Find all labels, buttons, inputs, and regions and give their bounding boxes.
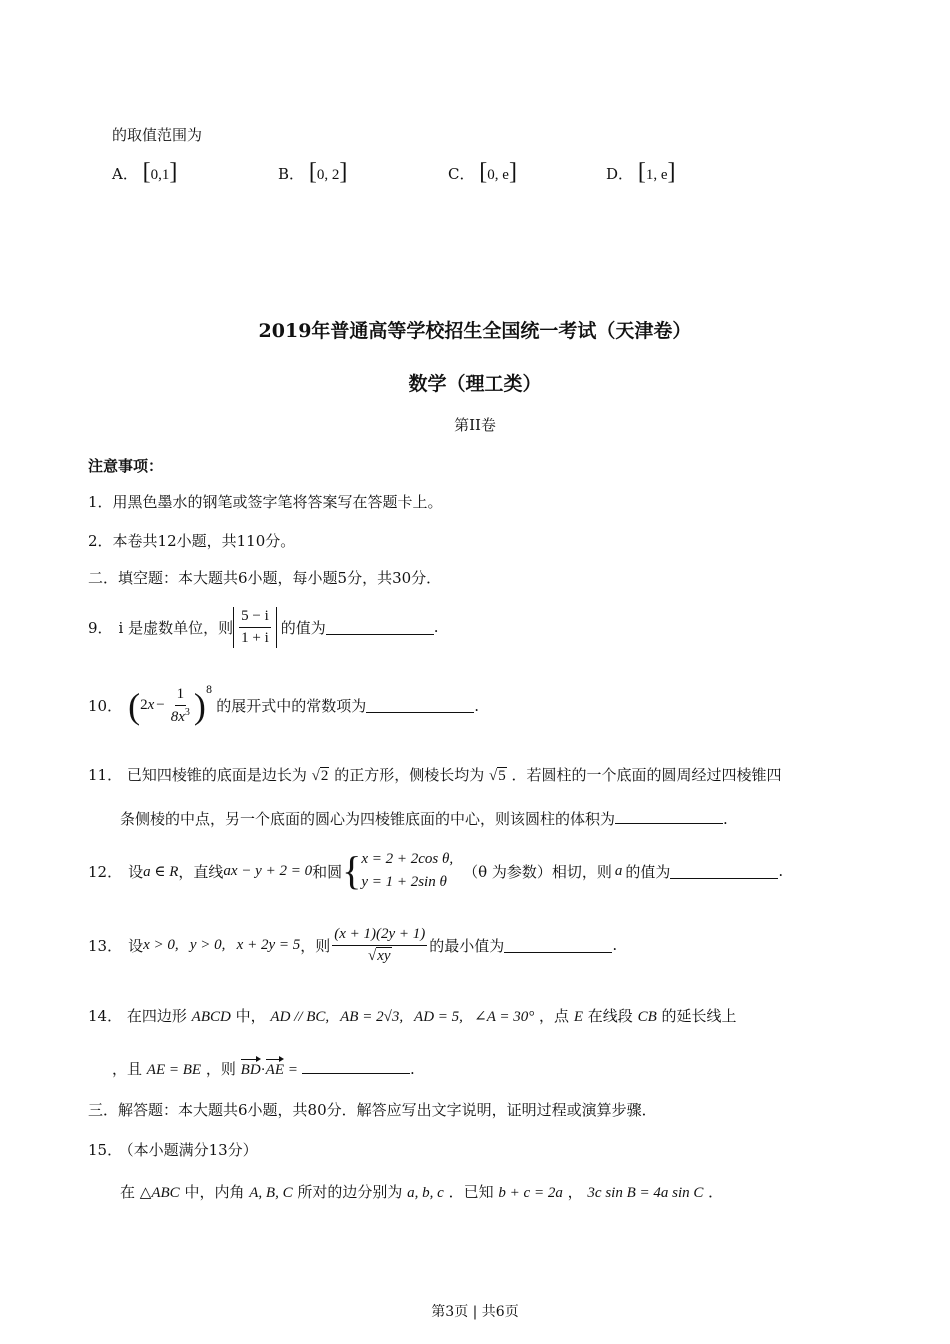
question-15-header: 15． （本小题满分13分） xyxy=(88,1141,258,1159)
volume-label: 第II卷 xyxy=(454,416,496,434)
question-11-line1: 11． 已知四棱锥的底面是边长为 √2 的正方形，侧棱长均为 √5 ．若圆柱的一个底面的圆周经过四棱锥四 xyxy=(88,766,782,784)
exam-subject: 数学（理工类） xyxy=(408,373,542,395)
question-15-body: 在 △ABC 中，内角 A, B, C 所对的边分别为 a, b, c ．已知 b + c = 2a ， 3c sin B = 4a sin C ． xyxy=(120,1183,724,1201)
option-a: A． [0,1] xyxy=(112,159,178,185)
prev-question-tail: 的取值范围为 xyxy=(112,126,203,144)
answer-blank-12 xyxy=(670,864,778,879)
question-14-line1: 14． 在四边形 ABCD 中， AD // BC, AB = 2√3, AD = 5, ∠A = 30° ，点 E 在线段 CB 的延长线上 xyxy=(88,1007,737,1025)
question-9: 9． i 是虚数单位，则 $\frac{5 - i}{1 + i}$ 的值为 . xyxy=(88,608,439,646)
exam-title: 2019年普通高等学校招生全国统一考试（天津卷） xyxy=(258,320,692,342)
abs-value: $\frac{5 - i}{1 + i}$ xyxy=(233,607,277,648)
option-c: C． [0, e] xyxy=(448,159,517,185)
notes-heading: 注意事项： xyxy=(88,457,164,475)
question-10: 10． ( 2 x − $\frac{1}{8x^3}$ ) $^8$ 的展开式中的常数项为 . xyxy=(88,685,480,726)
answer-blank-13 xyxy=(504,938,612,953)
question-12: 12． 设 a ∈ R ，直线 ax − y + 2 = 0 和圆 { x = 2 + 2cos θ, y = 1 + 2sin θ （θ 为参数）相切，则 a 的值为 . xyxy=(88,848,784,894)
question-14-line2: ，且 AE = BE ，则 BD·AE = . xyxy=(112,1060,415,1078)
answer-blank-14 xyxy=(302,1059,410,1074)
answer-blank-10 xyxy=(366,698,474,713)
question-13: 13． 设 x > 0, y > 0, x + 2y = 5 ，则 $\frac{(x + 1)(2y + 1)}{√xy}$ 的最小值为 . xyxy=(88,926,618,964)
section2-heading: 二．填空题：本大题共6小题，每小题5分，共30分． xyxy=(88,569,442,587)
answer-blank-11 xyxy=(615,809,723,824)
option-b: B． [0, 2] xyxy=(278,159,348,185)
answer-blank-9 xyxy=(326,620,434,635)
question-11-line2: 条侧棱的中点，另一个底面的圆心为四棱锥底面的中心，则该圆柱的体积为 . xyxy=(120,810,728,828)
note-item-1: 1．用黑色墨水的钢笔或签字笔将答案写在答题卡上。 xyxy=(88,493,443,511)
section3-heading: 三．解答题：本大题共6小题，共80分．解答应写出文字说明，证明过程或演算步骤． xyxy=(88,1101,657,1119)
option-d: D． [1, e] xyxy=(606,159,676,185)
note-item-2: 2．本卷共12小题，共110分。 xyxy=(88,532,296,550)
page-footer: 第3页 | 共6页 xyxy=(431,1304,519,1320)
